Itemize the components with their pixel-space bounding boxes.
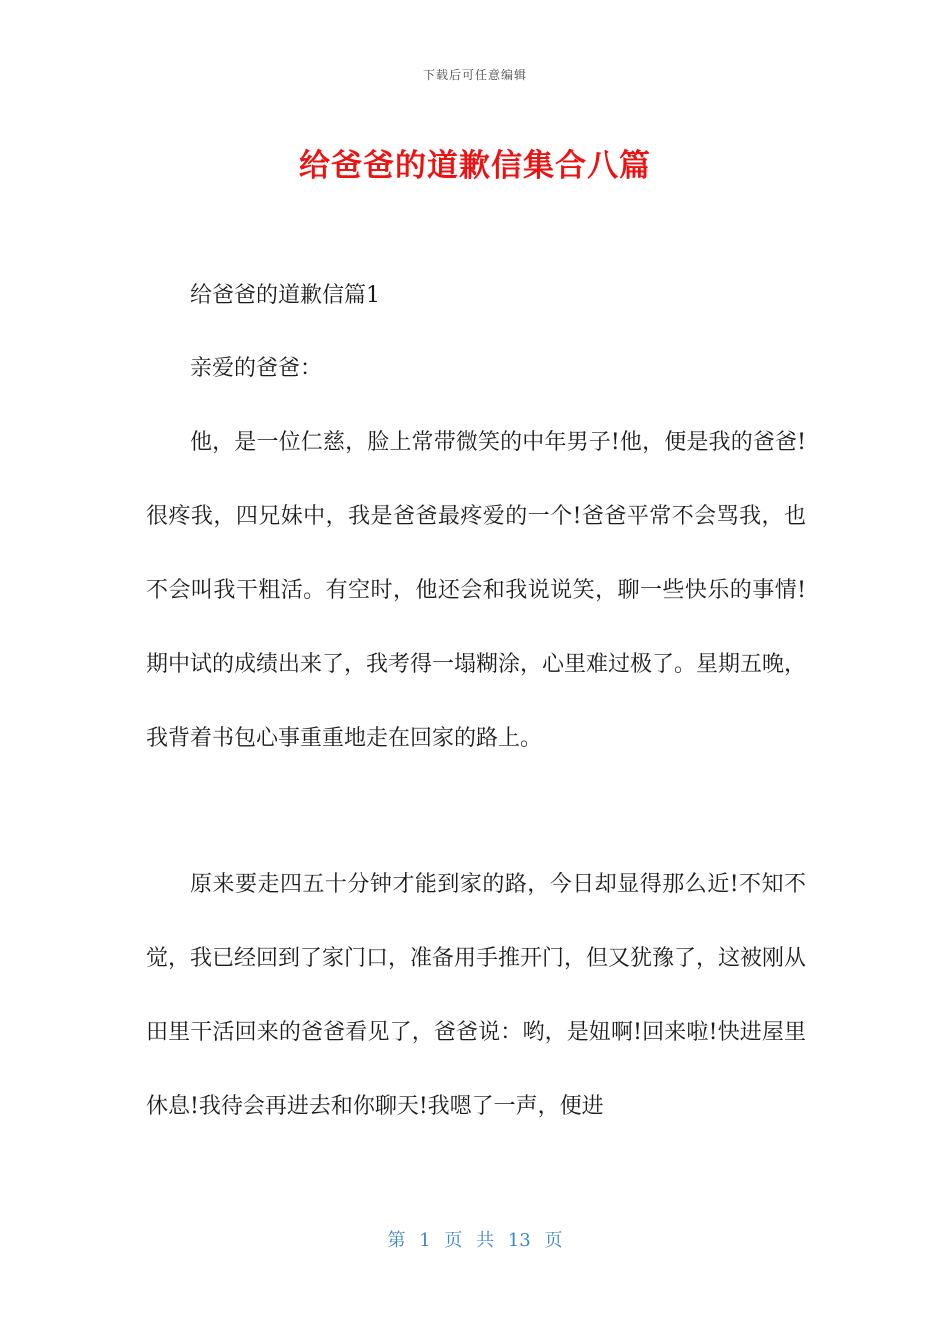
section-heading: 给爸爸的道歉信篇1	[190, 283, 380, 308]
salutation: 亲爱的爸爸：	[190, 356, 323, 381]
body-paragraph-1: 他，是一位仁慈，脸上常带微笑的中年男子!他，便是我的爸爸!很疼我，四兄妹中，我是爸爸最疼爱的一个!爸爸平常不会骂我，也不会叫我干粗活。有空时，他还会和我说说笑，聊一些快乐的事情!期中试的成绩出来了，我考得一塌糊涂，心里难过极了。星期五晚，我背着书包心事重重地走在回家的路上。	[146, 430, 807, 751]
body-paragraph-2: 原来要走四五十分钟才能到家的路，今日却显得那么近!不知不觉，我已经回到了家门口，准备用手推开门，但又犹豫了，这被刚从田里干活回来的爸爸看见了，爸爸说：哟，是妞啊!回来啦!快进屋里休息!我待会再进去和你聊天!我嗯了一声，便进	[146, 872, 807, 1119]
document-title: 给爸爸的道歉信集合八篇	[299, 148, 651, 184]
header-note: 下载后可任意编辑	[422, 68, 527, 82]
page-number-footer: 第 1 页 共 13 页	[387, 1230, 563, 1251]
